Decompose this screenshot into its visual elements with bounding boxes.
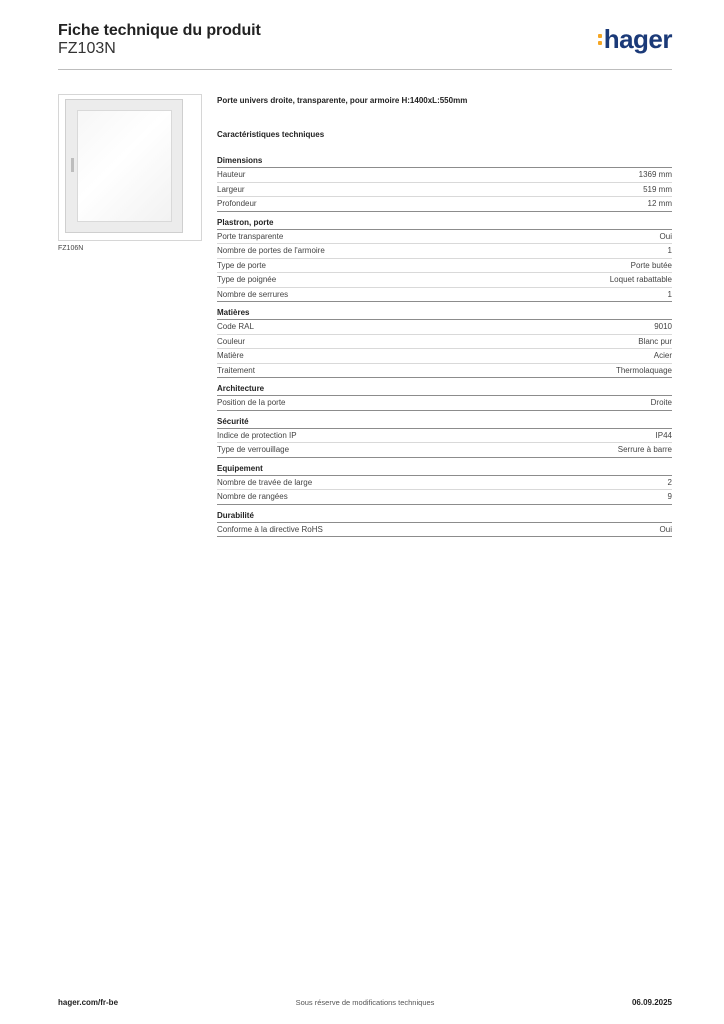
header-divider [58, 69, 672, 70]
hager-logo [598, 24, 672, 55]
section-title: Plastron, porte [217, 217, 274, 227]
spec-row [217, 230, 672, 245]
document-title: Fiche technique du produit [58, 22, 261, 39]
door-glass-panel [77, 110, 172, 222]
product-reference: FZ103N [58, 40, 116, 57]
spec-label: Type de porte [217, 260, 266, 270]
spec-label: Largeur [217, 184, 245, 194]
spec-label: Indice de protection IP [217, 430, 297, 440]
spec-label: Code RAL [217, 322, 254, 332]
section-title: Architecture [217, 384, 265, 393]
spec-row [217, 183, 672, 198]
spec-rows [217, 230, 672, 303]
section-title: Durabilité [217, 510, 254, 520]
spec-label: Couleur [217, 336, 246, 346]
section-title: Dimensions [217, 156, 263, 165]
spec-sections [217, 156, 672, 537]
spec-row [217, 476, 672, 491]
spec-row [217, 244, 672, 259]
spec-row [217, 259, 672, 274]
spec-value: Serrure à barre [617, 445, 672, 455]
spec-value: 2 [667, 477, 672, 487]
spec-row [217, 429, 672, 444]
spec-row [217, 523, 672, 538]
spec-rows [217, 168, 672, 212]
spec-label: Nombre de serrures [217, 289, 289, 299]
spec-value: IP44 [655, 430, 672, 440]
spec-label: Type de poignée [217, 275, 277, 285]
spec-row [217, 320, 672, 335]
spec-label: Hauteur [217, 170, 246, 180]
spec-label: Profondeur [217, 199, 257, 209]
spec-value: Droite [650, 398, 672, 408]
spec-label: Matière [217, 351, 244, 361]
spec-label: Nombre de portes de l'armoire [217, 246, 325, 256]
page-header [58, 22, 672, 70]
section-title: Matières [217, 308, 250, 317]
spec-value: Loquet rabattable [609, 275, 672, 285]
spec-row [217, 490, 672, 505]
footer-website-link[interactable]: hager.com/fr-be [58, 998, 119, 1007]
section-title: Equipement [217, 463, 263, 473]
spec-value: Oui [659, 524, 672, 534]
logo-dots-icon [598, 34, 602, 45]
spec-row [217, 396, 672, 411]
spec-section [217, 417, 672, 458]
spec-row [217, 349, 672, 364]
spec-value: Thermolaquage [615, 365, 672, 375]
image-caption: FZ106N [58, 245, 84, 252]
spec-value: Blanc pur [638, 336, 672, 346]
spec-section [217, 218, 672, 303]
door-illustration [65, 99, 183, 233]
spec-section [217, 308, 672, 378]
spec-rows [217, 476, 672, 505]
spec-row [217, 364, 672, 379]
footer-date: 06.09.2025 [631, 998, 672, 1007]
spec-section [217, 156, 672, 212]
spec-row [217, 273, 672, 288]
spec-rows [217, 396, 672, 411]
spec-value: Acier [653, 351, 672, 361]
spec-section [217, 511, 672, 538]
spec-rows [217, 320, 672, 378]
spec-row [217, 443, 672, 458]
spec-content [217, 96, 672, 537]
spec-value: 1 [667, 289, 672, 299]
spec-label: Position de la porte [217, 398, 286, 408]
spec-row [217, 288, 672, 303]
spec-label: Traitement [217, 365, 255, 375]
spec-value: 9010 [654, 322, 672, 332]
spec-row [217, 197, 672, 212]
section-title: Sécurité [217, 416, 249, 426]
footer-disclaimer: Sous réserve de modifications techniques [295, 998, 435, 1007]
logo-text: hager [603, 24, 672, 54]
spec-row [217, 335, 672, 350]
product-description: Porte univers droite, transparente, pour armoire H:1400xL:550mm [217, 96, 468, 105]
spec-value: Porte butée [630, 260, 672, 270]
spec-label: Porte transparente [217, 231, 284, 241]
spec-value: Oui [659, 231, 672, 241]
spec-label: Conforme à la directive RoHS [217, 524, 323, 534]
page-footer [58, 998, 672, 1010]
spec-label: Nombre de rangées [217, 492, 288, 502]
door-handle-icon [71, 158, 74, 172]
spec-value: 1369 mm [638, 170, 672, 180]
spec-label: Nombre de travée de large [217, 477, 313, 487]
spec-value: 12 mm [647, 199, 672, 209]
spec-value: 9 [667, 492, 672, 502]
spec-section [217, 464, 672, 505]
spec-rows [217, 523, 672, 538]
tech-characteristics-heading: Caractéristiques techniques [217, 130, 325, 139]
spec-value: 1 [667, 246, 672, 256]
spec-section [217, 384, 672, 411]
spec-rows [217, 429, 672, 458]
spec-label: Type de verrouillage [217, 445, 290, 455]
spec-value: 519 mm [643, 184, 672, 194]
spec-row [217, 168, 672, 183]
product-image [58, 94, 202, 241]
